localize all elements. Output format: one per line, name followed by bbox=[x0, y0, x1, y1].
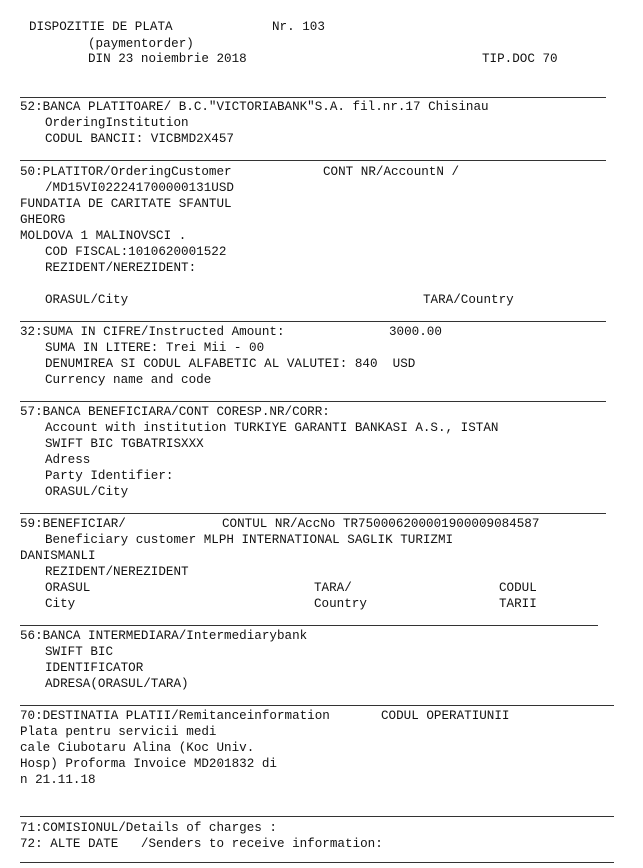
amount-label: 32:SUMA IN CIFRE/Instructed Amount: bbox=[20, 325, 285, 339]
payer-address: MOLDOVA 1 MALINOVSCI . bbox=[20, 229, 187, 243]
divider bbox=[20, 160, 606, 161]
divider bbox=[20, 97, 606, 98]
party-identifier: Party Identifier: bbox=[45, 469, 174, 483]
remittance-line4: n 21.11.18 bbox=[20, 773, 96, 787]
beneficiary-country-code-label-2: TARII bbox=[499, 597, 537, 611]
intermediary-bank-label: 56:BANCA INTERMEDIARA/Intermediarybank bbox=[20, 629, 308, 643]
document-type: TIP.DOC 70 bbox=[482, 52, 558, 66]
beneficiary-label: 59:BENEFICIAR/ bbox=[20, 517, 126, 531]
document-title: DISPOZITIE DE PLATA bbox=[29, 20, 173, 34]
charges-details-label: 71:COMISIONUL/Details of charges : bbox=[20, 821, 277, 835]
payer-name-line1: FUNDATIA DE CARITATE SFANTUL bbox=[20, 197, 232, 211]
document-subtitle: (paymentorder) bbox=[88, 37, 194, 51]
remittance-line3: Hosp) Proforma Invoice MD201832 di bbox=[20, 757, 277, 771]
beneficiary-bank-name: Account with institution TURKIYE GARANTI BANKASI A.S., ISTAN bbox=[45, 421, 499, 435]
beneficiary-country-label-en: Country bbox=[314, 597, 367, 611]
amount-in-words: SUMA IN LITERE: Trei Mii - 00 bbox=[45, 341, 265, 355]
beneficiary-country-label: TARA/ bbox=[314, 581, 352, 595]
document-date: DIN 23 noiembrie 2018 bbox=[88, 52, 247, 66]
other-data-label: 72: ALTE DATE /Senders to receive information: bbox=[20, 837, 383, 851]
ordering-bank-line: 52:BANCA PLATITOARE/ B.C."VICTORIABANK"S.A. fil.nr.17 Chisinau bbox=[20, 100, 489, 114]
divider bbox=[20, 625, 598, 626]
intermediary-swift: SWIFT BIC bbox=[45, 645, 114, 659]
document-number: Nr. 103 bbox=[272, 20, 325, 34]
ordering-institution-label: OrderingInstitution bbox=[45, 116, 189, 130]
payer-country-label: TARA/Country bbox=[423, 293, 514, 307]
beneficiary-bank-address: Adress bbox=[45, 453, 91, 467]
payer-label: 50:PLATITOR/OrderingCustomer bbox=[20, 165, 232, 179]
payer-city-label: ORASUL/City bbox=[45, 293, 129, 307]
payer-name-line2: GHEORG bbox=[20, 213, 66, 227]
divider bbox=[20, 321, 606, 322]
beneficiary-city-label-en: City bbox=[45, 597, 76, 611]
divider bbox=[20, 862, 614, 863]
payer-account-number: /MD15VI022241700000131USD bbox=[45, 181, 234, 195]
beneficiary-name: Beneficiary customer MLPH INTERNATIONAL SAGLIK TURIZMI bbox=[45, 533, 454, 547]
beneficiary-name-cont: DANISMANLI bbox=[20, 549, 96, 563]
intermediary-identifier: IDENTIFICATOR bbox=[45, 661, 144, 675]
remittance-label: 70:DESTINATIA PLATII/Remitanceinformation bbox=[20, 709, 330, 723]
divider bbox=[20, 401, 606, 402]
amount-value: 3000.00 bbox=[389, 325, 442, 339]
bank-code: CODUL BANCII: VICBMD2X457 bbox=[45, 132, 234, 146]
payer-account-label: CONT NR/AccountN / bbox=[323, 165, 460, 179]
divider bbox=[20, 705, 614, 706]
beneficiary-account: CONTUL NR/AccNo TR750006200001900009084587 bbox=[222, 517, 540, 531]
beneficiary-city-label: ORASUL bbox=[45, 581, 91, 595]
currency-code: DENUMIREA SI CODUL ALFABETIC AL VALUTEI: 840 USD bbox=[45, 357, 416, 371]
payer-fiscal-code: COD FISCAL:1010620001522 bbox=[45, 245, 227, 259]
remittance-line2: cale Ciubotaru Alina (Koc Univ. bbox=[20, 741, 255, 755]
remittance-line1: Plata pentru servicii medi bbox=[20, 725, 217, 739]
intermediary-address: ADRESA(ORASUL/TARA) bbox=[45, 677, 189, 691]
beneficiary-bank-city: ORASUL/City bbox=[45, 485, 129, 499]
beneficiary-resident-status: REZIDENT/NEREZIDENT bbox=[45, 565, 189, 579]
divider bbox=[20, 816, 614, 817]
beneficiary-country-code-label: CODUL bbox=[499, 581, 537, 595]
beneficiary-bank-label: 57:BANCA BENEFICIARA/CONT CORESP.NR/CORR: bbox=[20, 405, 330, 419]
currency-label: Currency name and code bbox=[45, 373, 212, 387]
divider bbox=[20, 513, 606, 514]
operation-code-label: CODUL OPERATIUNII bbox=[381, 709, 510, 723]
beneficiary-bank-swift: SWIFT BIC TGBATRISXXX bbox=[45, 437, 204, 451]
payer-resident-status: REZIDENT/NEREZIDENT: bbox=[45, 261, 197, 275]
